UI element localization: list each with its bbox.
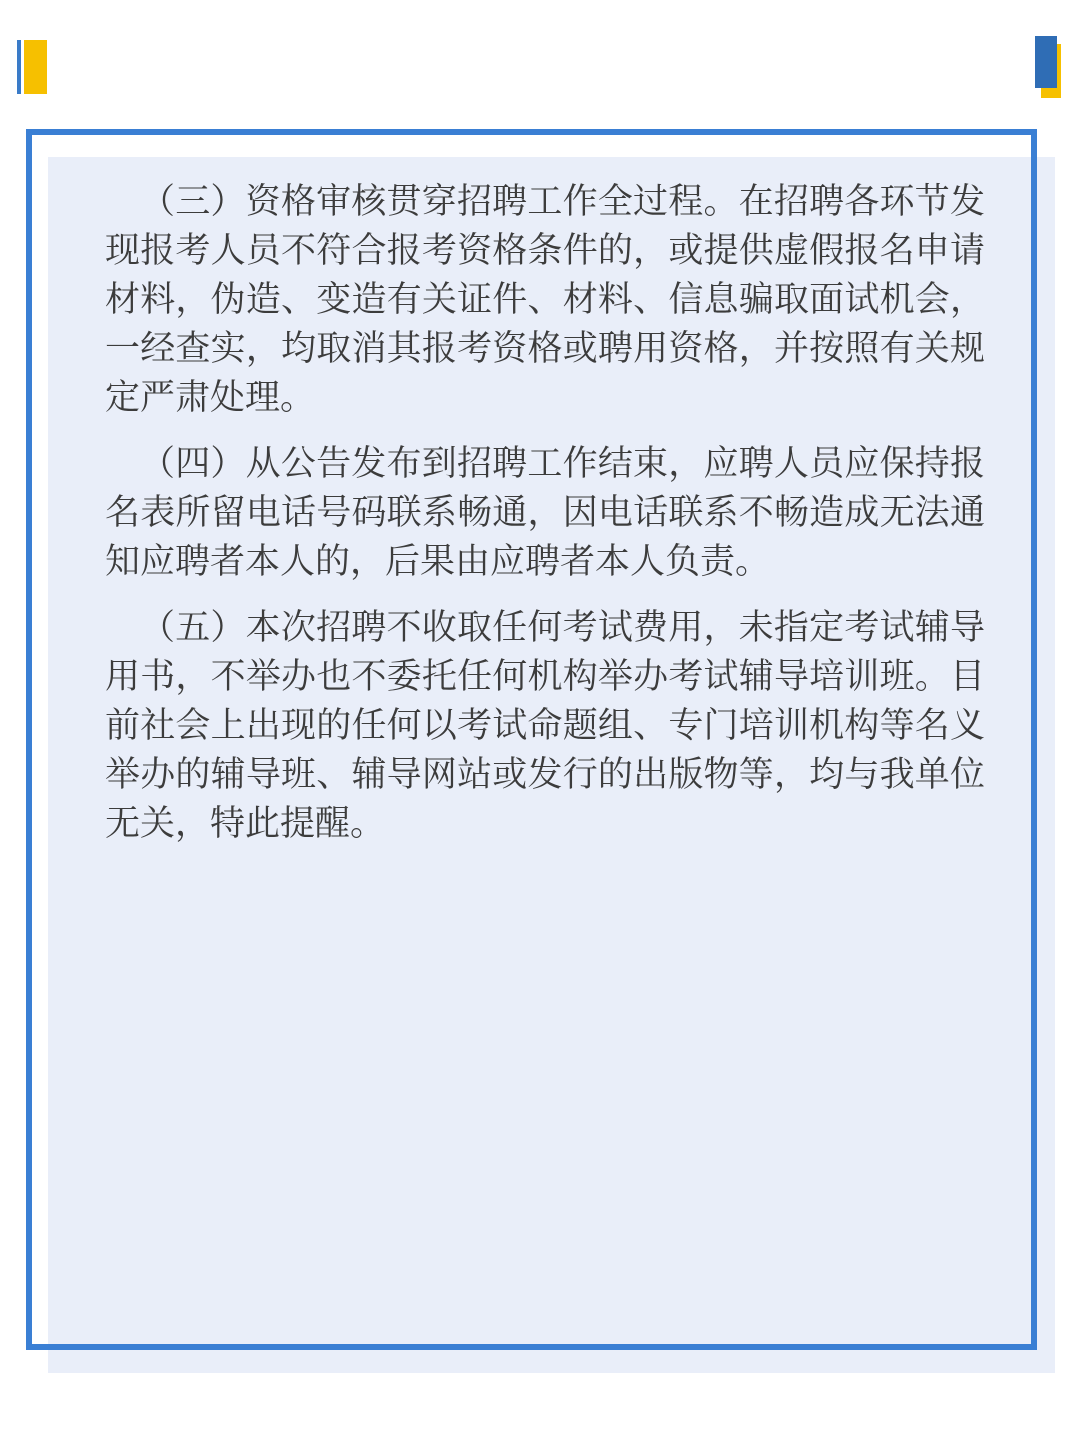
paragraph-five: （五）本次招聘不收取任何考试费用，未指定考试辅导用书，不举办也不委托任何机构举办考试辅导培训班。目前社会上出现的任何以考试命题组、专门培训机构等名义举办的辅导班、辅导网站或发行的出版物等，均与我单位无关，特此提醒。 xyxy=(105,608,985,844)
right-accent-blue-block xyxy=(1035,36,1057,88)
paragraph-four: （四）从公告发布到招聘工作结束，应聘人员应保持报名表所留电话号码联系畅通，因电话联系不畅造成无法通知应聘者本人的，后果由应聘者本人负责。 xyxy=(105,444,985,582)
notice-text xyxy=(105,178,985,866)
paragraph-three: （三）资格审核贯穿招聘工作全过程。在招聘各环节发现报考人员不符合报考资格条件的，或提供虚假报名申请材料，伪造、变造有关证件、材料、信息骗取面试机会，一经查实，均取消其报考资格或聘用资格，并按照有关规定严肃处理。 xyxy=(105,182,985,418)
left-accent-line xyxy=(17,40,21,94)
left-accent-block xyxy=(24,40,47,94)
